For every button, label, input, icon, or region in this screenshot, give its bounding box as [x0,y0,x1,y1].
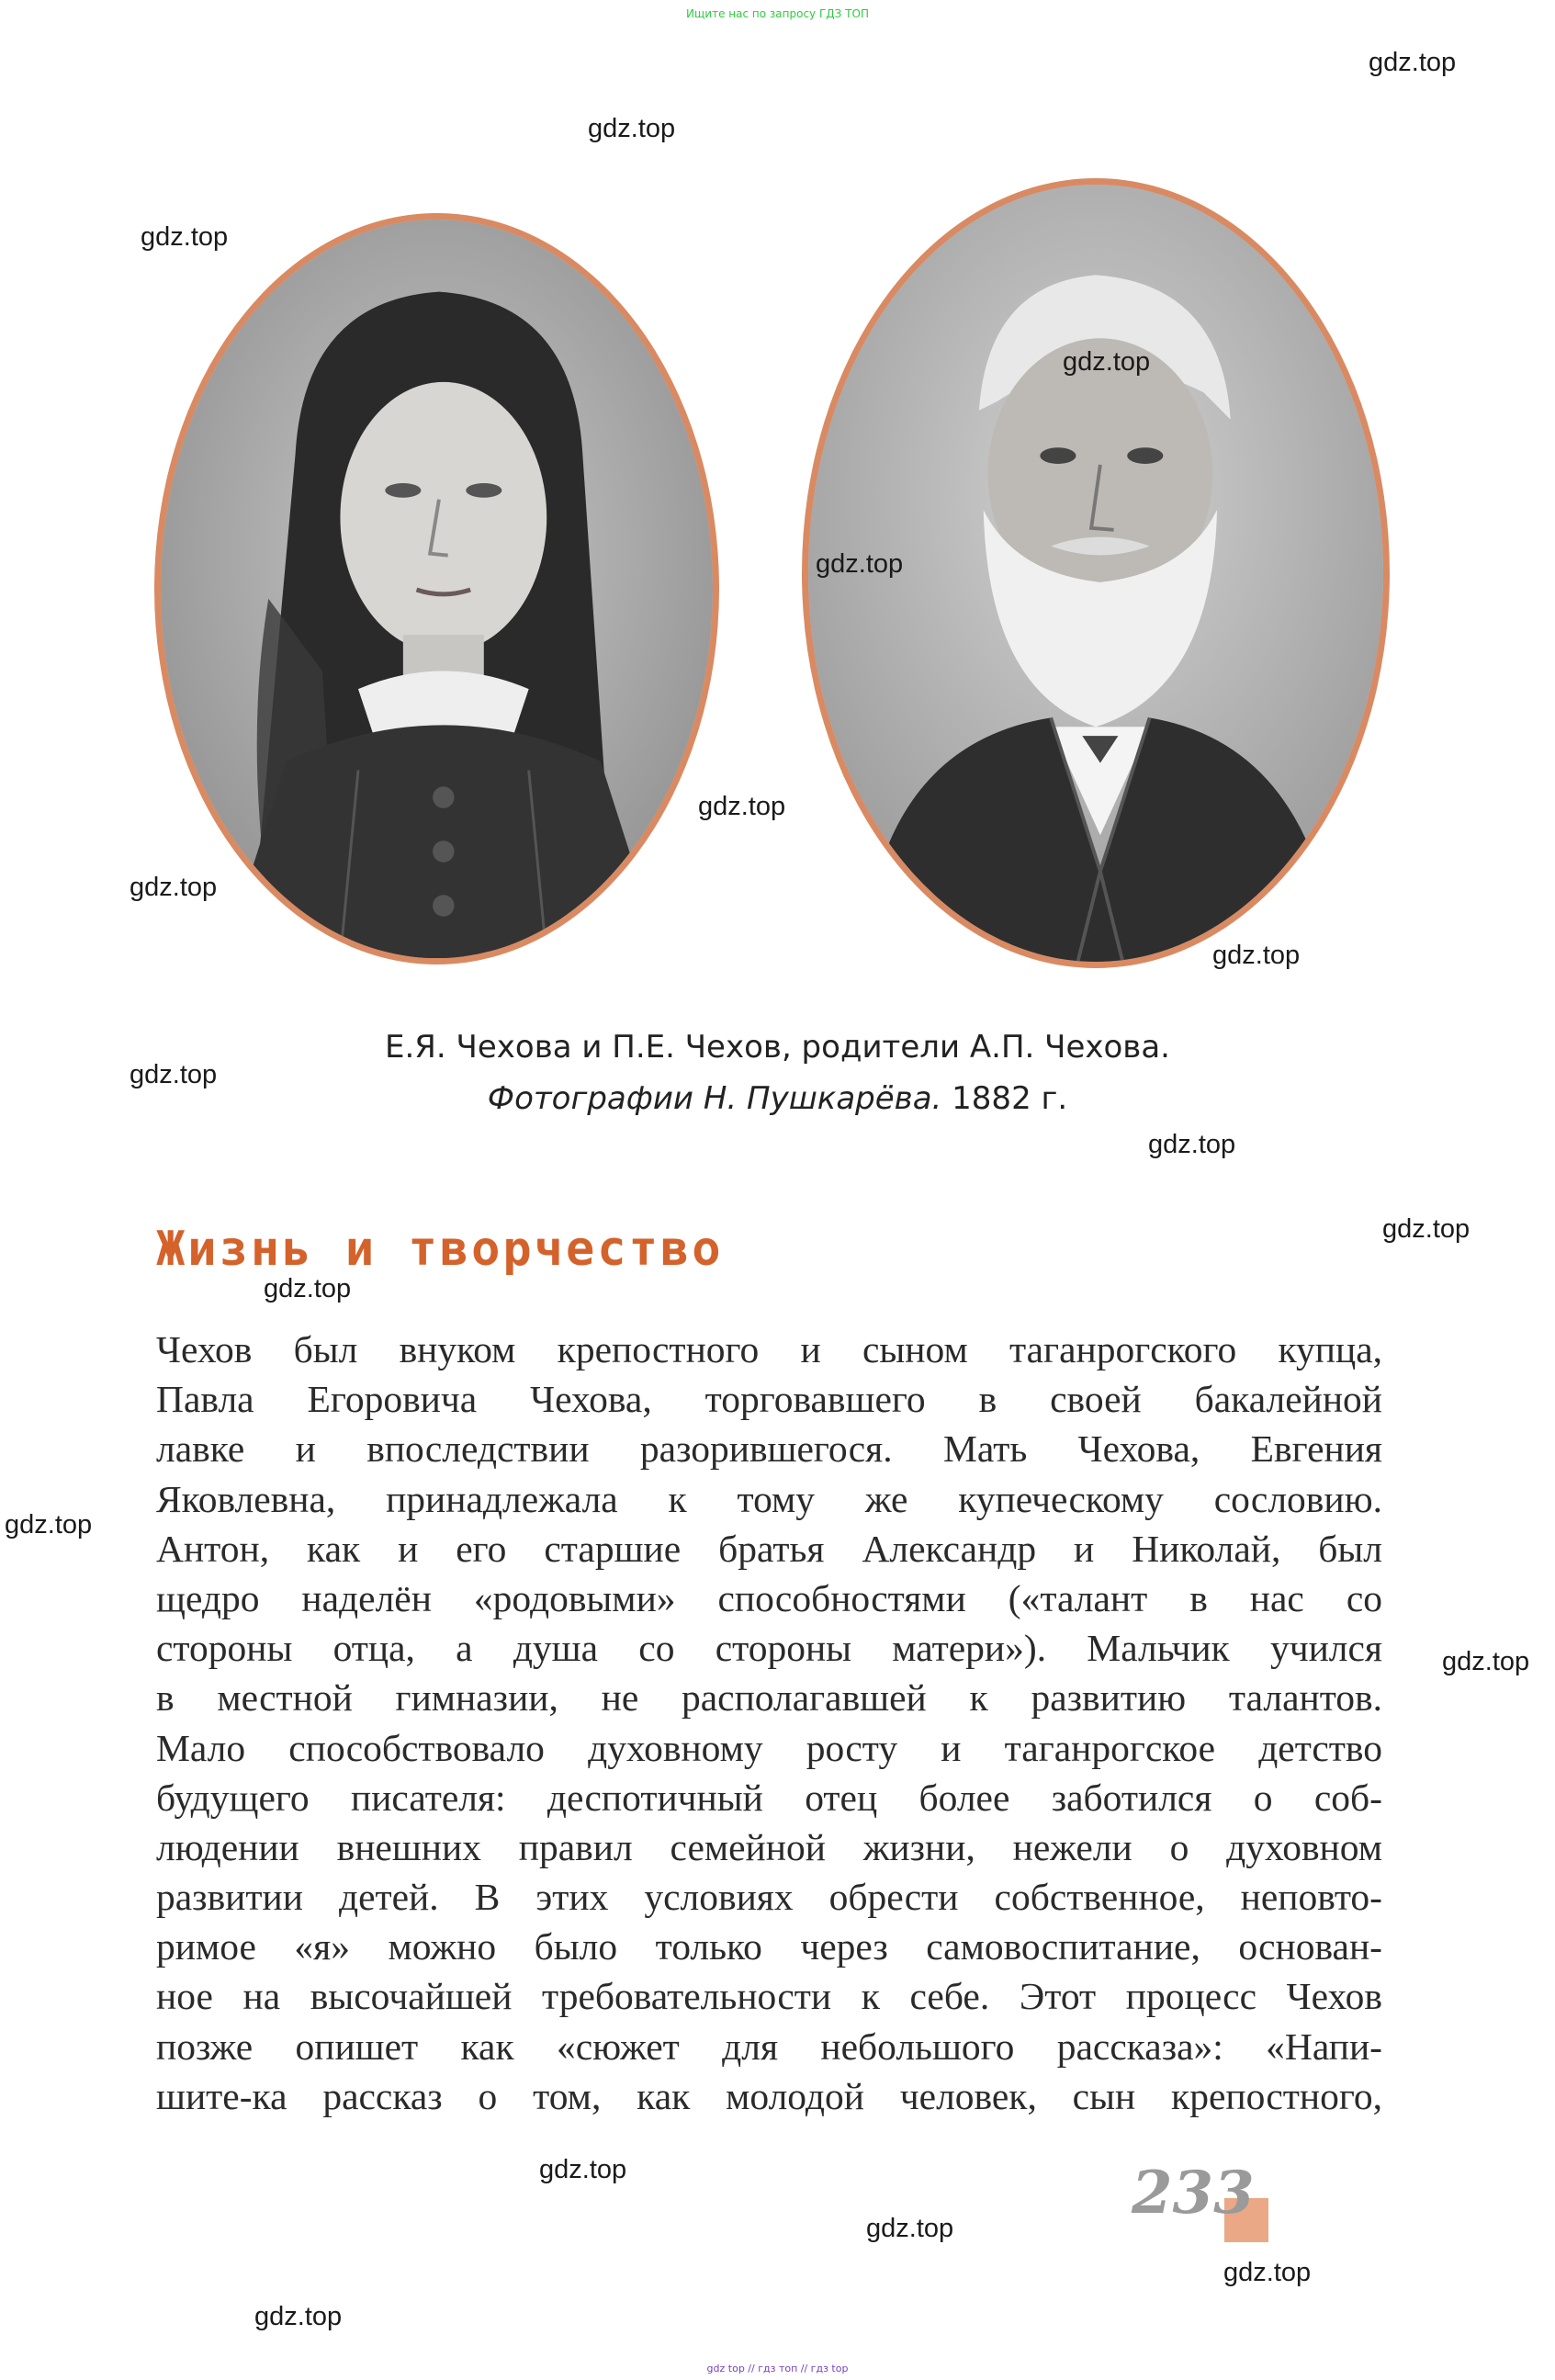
body-paragraph [156,1325,1382,2121]
watermark: gdz.top [1148,1130,1236,1159]
body-line: Мало способствовало духовному росту и таганрогское детство [156,1726,1382,1769]
body-line: стороны отца, а душа со стороны матери»). Мальчик учился [156,1627,1382,1670]
body-line: Чехов был внуком крепостного и сыном таганрогского купца, [156,1328,1382,1370]
bottom-note: gdz top // гдз топ // гдз top [706,2363,849,2374]
watermark: gdz.top [1442,1647,1530,1676]
watermark: gdz.top [264,1274,352,1303]
body-line: Антон, как и его старшие братья Александр и Николай, был [156,1527,1382,1570]
caption-year: 1882 г. [941,1080,1068,1117]
body-line: щедро наделён «родовыми» способностями («талант в нас со [156,1576,1382,1619]
body-line: Яковлевна, принадлежала к тому же купеческому сословию. [156,1477,1382,1520]
watermark: gdz.top [539,2155,627,2184]
mother-photo-image [161,220,713,958]
watermark: gdz.top [130,873,218,902]
section-heading: Жизнь и творчество [156,1222,724,1277]
watermark: gdz.top [588,114,676,143]
body-line: римое «я» можно было только через самовоспитание, основан- [156,1925,1382,1968]
watermark: gdz.top [254,2302,343,2331]
mother-portrait [154,213,719,964]
watermark: gdz.top [698,792,786,821]
body-line: Павла Егоровича Чехова, торговавшего в своей бакалейной [156,1378,1382,1421]
caption-line-1: Е.Я. Чехова и П.Е. Чехов, родители А.П. Чехова. [385,1029,1170,1066]
watermark: gdz.top [816,549,904,579]
body-line: развитии детей. В этих условиях обрести собственное, неповто- [156,1876,1382,1919]
watermark: gdz.top [1063,347,1151,377]
caption-photographer: Фотографии Н. Пушкарёва. [487,1080,942,1117]
body-line: в местной гимназии, не располагавшей к развитию талантов. [156,1676,1382,1720]
watermark: gdz.top [1369,48,1457,77]
watermark: gdz.top [130,1060,218,1089]
top-search-note: Ищите нас по запросу ГДЗ ТОП [686,7,869,20]
body-line: шите-ка рассказ о том, как молодой человек, сын крепостного, [156,2074,1382,2117]
watermark: gdz.top [141,222,229,252]
body-line: будущего писателя: деспотичный отец более заботился о соб- [156,1776,1382,1819]
page-number: 233 [1132,2159,1255,2228]
photo-caption [0,1021,1555,1124]
body-line: лавке и впоследствии разорившегося. Мать Чехова, Евгения [156,1427,1382,1471]
body-line: ное на высочайшей требовательности к себе. Этот процесс Чехов [156,1975,1382,2018]
caption-line-2 [0,1073,1555,1124]
watermark: gdz.top [1382,1214,1470,1244]
watermark: gdz.top [1212,941,1301,970]
watermark: gdz.top [866,2214,954,2243]
watermark: gdz.top [1223,2258,1312,2287]
watermark: gdz.top [5,1510,93,1540]
body-line: позже опишет как «сюжет для небольшого рассказа»: «Напи- [156,2025,1382,2068]
body-line: людении внешних правил семейной жизни, нежели о духовном [156,1825,1382,1868]
